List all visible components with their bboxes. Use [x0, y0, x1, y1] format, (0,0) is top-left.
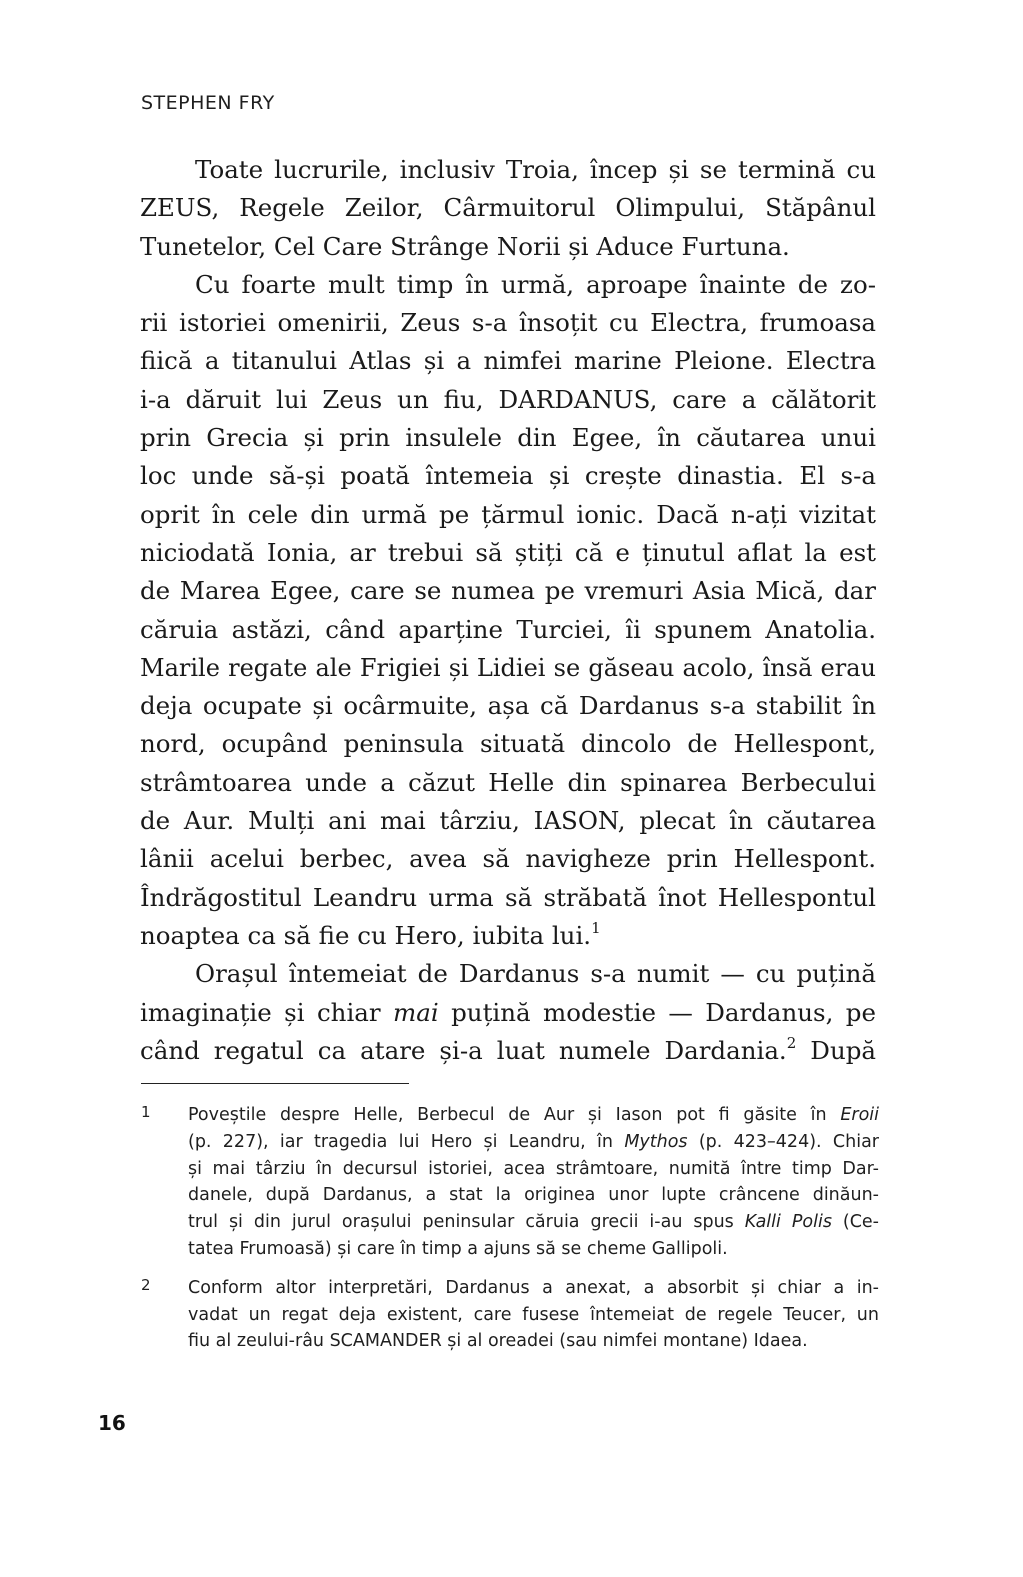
text-line: de Aur. Mulți ani mai târziu, IASON, plecat în căutarea — [140, 806, 876, 836]
footnote-line: fiu al zeului-râu SCAMANDER și al oreadei (sau nimfei montane) Idaea. — [188, 1331, 808, 1352]
text-fragment: noaptea ca să fie cu Hero, iubita lui. — [140, 920, 592, 950]
text-line: căruia astăzi, când aparține Turciei, îi spunem Anatolia. — [140, 614, 876, 644]
footnote-number: 2 — [141, 1275, 151, 1294]
footnote-separator — [141, 1083, 409, 1084]
footnote-line: tatea Frumoasă) și care în timp a ajuns să se cheme Gallipoli. — [188, 1238, 728, 1259]
text-line: oprit în cele din urmă pe țărmul ionic. Dacă n-ați vizitat — [140, 499, 876, 529]
text-fragment: imaginație și chiar — [140, 997, 394, 1027]
text-fragment: puțină modestie — Dardanus, pe — [438, 997, 876, 1027]
text-line: Îndrăgostitul Leandru urma să străbată înot Hellespontul — [140, 882, 876, 912]
main-text — [140, 151, 876, 1070]
footnote-ref-2[interactable]: 2 — [786, 1033, 797, 1052]
text-line — [140, 994, 876, 1032]
running-head: STEPHEN FRY — [141, 92, 275, 114]
footnote-ref-1[interactable]: 1 — [591, 918, 601, 937]
text-line: fiică a titanului Atlas și a nimfei marine Pleione. Electra — [140, 346, 876, 376]
footnote-line — [188, 1102, 879, 1129]
paragraph-3 — [140, 955, 876, 1070]
footnote-line: Conform altor interpretări, Dardanus a anexat, a absorbit și chiar a in- — [188, 1277, 879, 1298]
footnote-2 — [141, 1275, 879, 1355]
text-line: Cu foarte mult timp în urmă, aproape înainte de zo- — [195, 269, 876, 299]
text-line — [140, 1032, 876, 1070]
text-line: prin Grecia și prin insulele din Egee, în căutarea unui — [140, 423, 876, 453]
book-title: Mythos — [624, 1131, 688, 1152]
text-fragment: când regatul ca atare și-a luat numele Dardania. — [140, 1035, 787, 1065]
footnote-line: danele, după Dardanus, a stat la originea unor lupte crâncene dinăun- — [188, 1185, 879, 1206]
text-line: niciodată Ionia, ar trebui să știți că e ținutul aflat la est — [140, 537, 876, 567]
text-line: Toate lucrurile, inclusiv Troia, încep și se termină cu — [195, 155, 876, 184]
text-line: loc unde să-și poată întemeia și crește dinastia. El s-a — [140, 461, 876, 491]
footnote-line — [188, 1129, 879, 1156]
emphasis-text: Kalli Polis — [744, 1212, 832, 1233]
book-title: Eroii — [840, 1105, 879, 1125]
text-line: ZEUS, Regele Zeilor, Cârmuitorul Olimpului, Stăpânul — [140, 193, 876, 223]
text-line: Marile regate ale Frigiei și Lidiei se găseau acolo, însă erau — [140, 653, 876, 682]
text-line: strâmtoarea unde a căzut Helle din spinarea Berbecului — [140, 767, 876, 797]
text-line: nord, ocupând peninsula situată dincolo de Hellespont, — [140, 729, 876, 759]
text-line: Tunetelor, Cel Care Strânge Norii și Aduce Furtuna. — [140, 231, 790, 261]
text-fragment: (p. 227), iar tragedia lui Hero și Leandru, în — [188, 1131, 625, 1152]
text-line — [140, 917, 876, 955]
text-line: de Marea Egee, care se numea pe vremuri Asia Mică, dar — [140, 576, 876, 606]
text-line: rii istoriei omenirii, Zeus s-a însoțit cu Electra, frumoasa — [140, 308, 876, 338]
text-fragment: După — [796, 1035, 877, 1065]
text-fragment: Poveștile despre Helle, Berbecul de Aur și Iason pot fi găsite în — [188, 1105, 841, 1125]
text-line: deja ocupate și ocârmuite, așa că Dardanus s-a stabilit în — [140, 691, 876, 721]
emphasis-text: mai — [393, 997, 439, 1027]
paragraph-2 — [140, 266, 876, 955]
footnotes — [141, 1102, 879, 1367]
footnote-line: și mai târziu în decursul istoriei, acea strâmtoare, numită între timp Dar- — [188, 1158, 879, 1179]
text-line: i-a dăruit lui Zeus un fiu, DARDANUS, care a călătorit — [140, 384, 876, 414]
text-line: lânii acelui berbec, avea să navigheze prin Hellespont. — [140, 844, 876, 874]
text-line: Orașul întemeiat de Dardanus s-a numit — cu puțină — [195, 959, 876, 989]
text-fragment: (p. 423–424). Chiar — [687, 1131, 879, 1152]
text-fragment: (Ce- — [831, 1212, 879, 1233]
footnote-number: 1 — [141, 1103, 151, 1121]
page-number: 16 — [98, 1411, 126, 1435]
footnote-1 — [141, 1102, 879, 1263]
paragraph-1 — [140, 151, 876, 266]
text-fragment: trul și din jurul orașului peninsular căruia grecii i-au spus — [188, 1212, 745, 1233]
footnote-line — [188, 1209, 879, 1236]
footnote-line: vadat un regat deja existent, care fusese întemeiat de regele Teucer, un — [188, 1304, 879, 1325]
